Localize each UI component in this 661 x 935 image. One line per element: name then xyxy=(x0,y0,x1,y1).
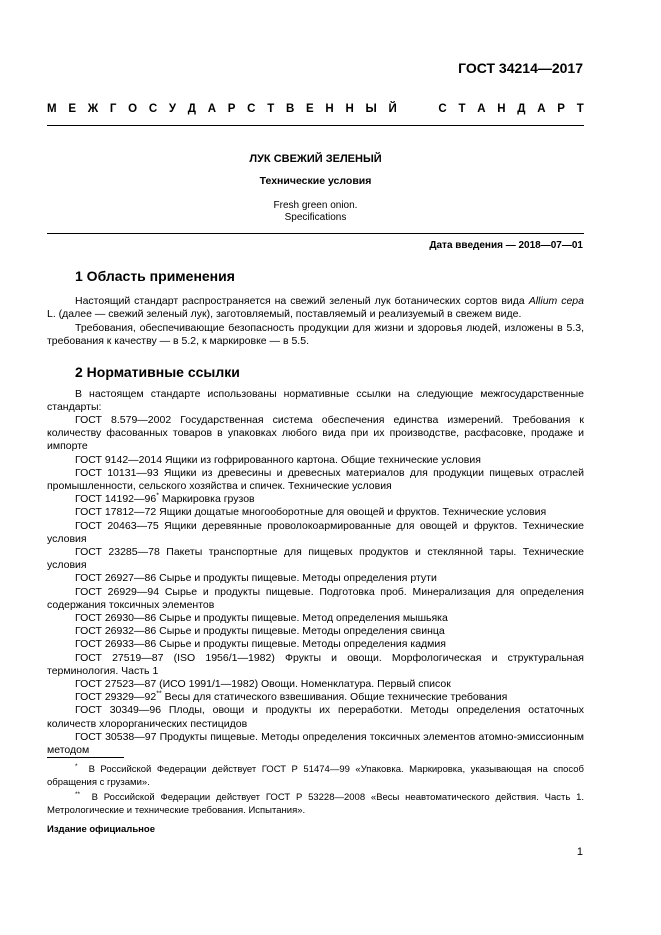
banner-letter: У xyxy=(168,103,177,115)
reference-item: ГОСТ 14192—96* Маркировка грузов xyxy=(75,492,255,506)
banner-letter: Н xyxy=(325,103,334,115)
reference-item: ГОСТ 8.579—2002 Государственная система обеспечения единства измерений. Требования к количеству фасованных товаров в упаковках любого вида при их производстве, расфасовке, продаже и импорте xyxy=(47,414,584,453)
document-number: ГОСТ 34214—2017 xyxy=(458,60,583,76)
reference-item: ГОСТ 26930—86 Сырье и продукты пищевые. Метод определения мышьяка xyxy=(75,612,448,625)
banner-letter: Ы xyxy=(365,103,377,115)
reference-item: ГОСТ 26929—94 Сырье и продукты пищевые. Подготовка проб. Минерализация для определения содержания токсичных элементов xyxy=(47,585,584,611)
section-1-heading: 1 Область применения xyxy=(75,268,235,284)
banner-letter: Г xyxy=(109,103,117,115)
header-rule xyxy=(47,125,584,126)
reference-item: ГОСТ 26932—86 Сырье и продукты пищевые. Методы определения свинца xyxy=(75,625,445,638)
footnote-1: * В Российской Федерации действует ГОСТ Р 51474—99 «Упаковка. Маркировка, указывающая на способ обращения с грузами». xyxy=(47,762,585,788)
banner-letter: Н xyxy=(497,103,506,115)
section-1-paragraph-1: Настоящий стандарт распространяется на свежий зеленый лук ботанических сортов вида Allium cepa L. (далее — свежий зеленый лук), заготовляемый, поставляемый и реализуемый в свежем виде. xyxy=(47,295,584,321)
latin-species-name: Allium cepa xyxy=(528,295,584,307)
reference-item: ГОСТ 26933—86 Сырье и продукты пищевые. Методы определения кадмия xyxy=(75,638,446,651)
section-2-heading: 2 Нормативные ссылки xyxy=(75,364,240,380)
reference-item: ГОСТ 30349—96 Плоды, овощи и продукты их переработки. Методы определения остаточных количеств хлорорганических пестицидов xyxy=(47,704,584,730)
banner-letter xyxy=(409,103,412,115)
banner-letter: Р xyxy=(227,103,236,115)
footnote-marker: * xyxy=(75,762,78,770)
banner-letter: О xyxy=(128,103,138,115)
reference-item: ГОСТ 9142—2014 Ящики из гофрированного картона. Общие технические условия xyxy=(75,453,481,466)
standard-subtitle: Технические условия xyxy=(259,175,372,187)
banner-letter: Р xyxy=(557,103,565,115)
reference-list xyxy=(47,414,584,757)
edition-label: Издание официальное xyxy=(47,824,155,835)
footnote-marker: ** xyxy=(156,690,162,698)
banner-letter: Е xyxy=(68,103,76,115)
reference-item: ГОСТ 23285—78 Пакеты транспортные для пищевых продуктов и стеклянной тары. Технические условия xyxy=(47,546,584,572)
banner-letter: Ж xyxy=(87,103,99,115)
section-2-intro: В настоящем стандарте использованы нормативные ссылки на следующие межгосударственные стандарты: xyxy=(47,388,584,414)
english-subtitle: Specifications xyxy=(284,212,347,223)
reference-item: ГОСТ 30538—97 Продукты пищевые. Методы определения токсичных элементов атомно-эмиссионным методом xyxy=(47,730,584,757)
section-1-paragraph-2: Требования, обеспечивающие безопасность продукции для жизни и здоровья людей, изложены в 5.3, требования к качеству — в 5.2, к маркировке — в 5.5. xyxy=(47,322,584,348)
banner-letter: Т xyxy=(267,103,275,115)
reference-item: ГОСТ 27523—87 (ИСО 1991/1—1982) Овощи. Номенклатура. Первый список xyxy=(75,678,451,691)
banner-letter: С xyxy=(438,103,447,115)
footnote-marker: * xyxy=(156,492,159,500)
reference-item: ГОСТ 17812—72 Ящики дощатые многооборотные для овощей и фруктов. Технические условия xyxy=(75,506,547,519)
banner-letter: Т xyxy=(576,103,584,115)
reference-item: ГОСТ 27519—87 (ISO 1956/1—1982) Фрукты и овощи. Морфологическая и структуральная терминология. Часть 1 xyxy=(47,651,584,677)
reference-item: ГОСТ 26927—86 Сырье и продукты пищевые. Методы определения ртути xyxy=(75,572,437,585)
standard-banner xyxy=(47,103,584,115)
footnote-2: ** В Российской Федерации действует ГОСТ Р 53228—2008 «Весы неавтоматического действия. Часть 1. Метрологические и технические требования. Испытания». xyxy=(47,790,584,816)
banner-letter: Н xyxy=(345,103,354,115)
banner-letter xyxy=(423,103,426,115)
reference-item: ГОСТ 10131—93 Ящики из древесины и древесных материалов для продукции пищевых отраслей промышленности, сельского хозяйства и спичек. Технические условия xyxy=(47,466,584,493)
banner-letter: Т xyxy=(458,103,466,115)
banner-letter: А xyxy=(477,103,486,115)
banner-letter: Е xyxy=(306,103,314,115)
footnote-marker: ** xyxy=(75,790,81,798)
banner-letter: Й xyxy=(388,103,397,115)
reference-item: ГОСТ 29329—92** Весы для статического взвешивания. Общие технические требования xyxy=(75,690,508,704)
banner-letter: Д xyxy=(187,103,196,115)
english-title: Fresh green onion. xyxy=(273,200,358,211)
banner-letter: Д xyxy=(517,103,526,115)
standard-title: ЛУК СВЕЖИЙ ЗЕЛЕНЫЙ xyxy=(249,153,382,165)
banner-letter: С xyxy=(148,103,158,115)
banner-letter: М xyxy=(47,103,57,115)
introduction-date: Дата введения — 2018—07—01 xyxy=(429,240,583,251)
banner-letter: А xyxy=(537,103,546,115)
footnote-rule xyxy=(47,757,124,758)
reference-item: ГОСТ 20463—75 Ящики деревянные проволокоармированные для овощей и фруктов. Технические условия xyxy=(47,519,584,545)
banner-letter: С xyxy=(247,103,256,115)
banner-letter: А xyxy=(207,103,217,115)
banner-letter: В xyxy=(285,103,295,115)
title-rule xyxy=(47,233,584,234)
page-number: 1 xyxy=(576,846,583,858)
